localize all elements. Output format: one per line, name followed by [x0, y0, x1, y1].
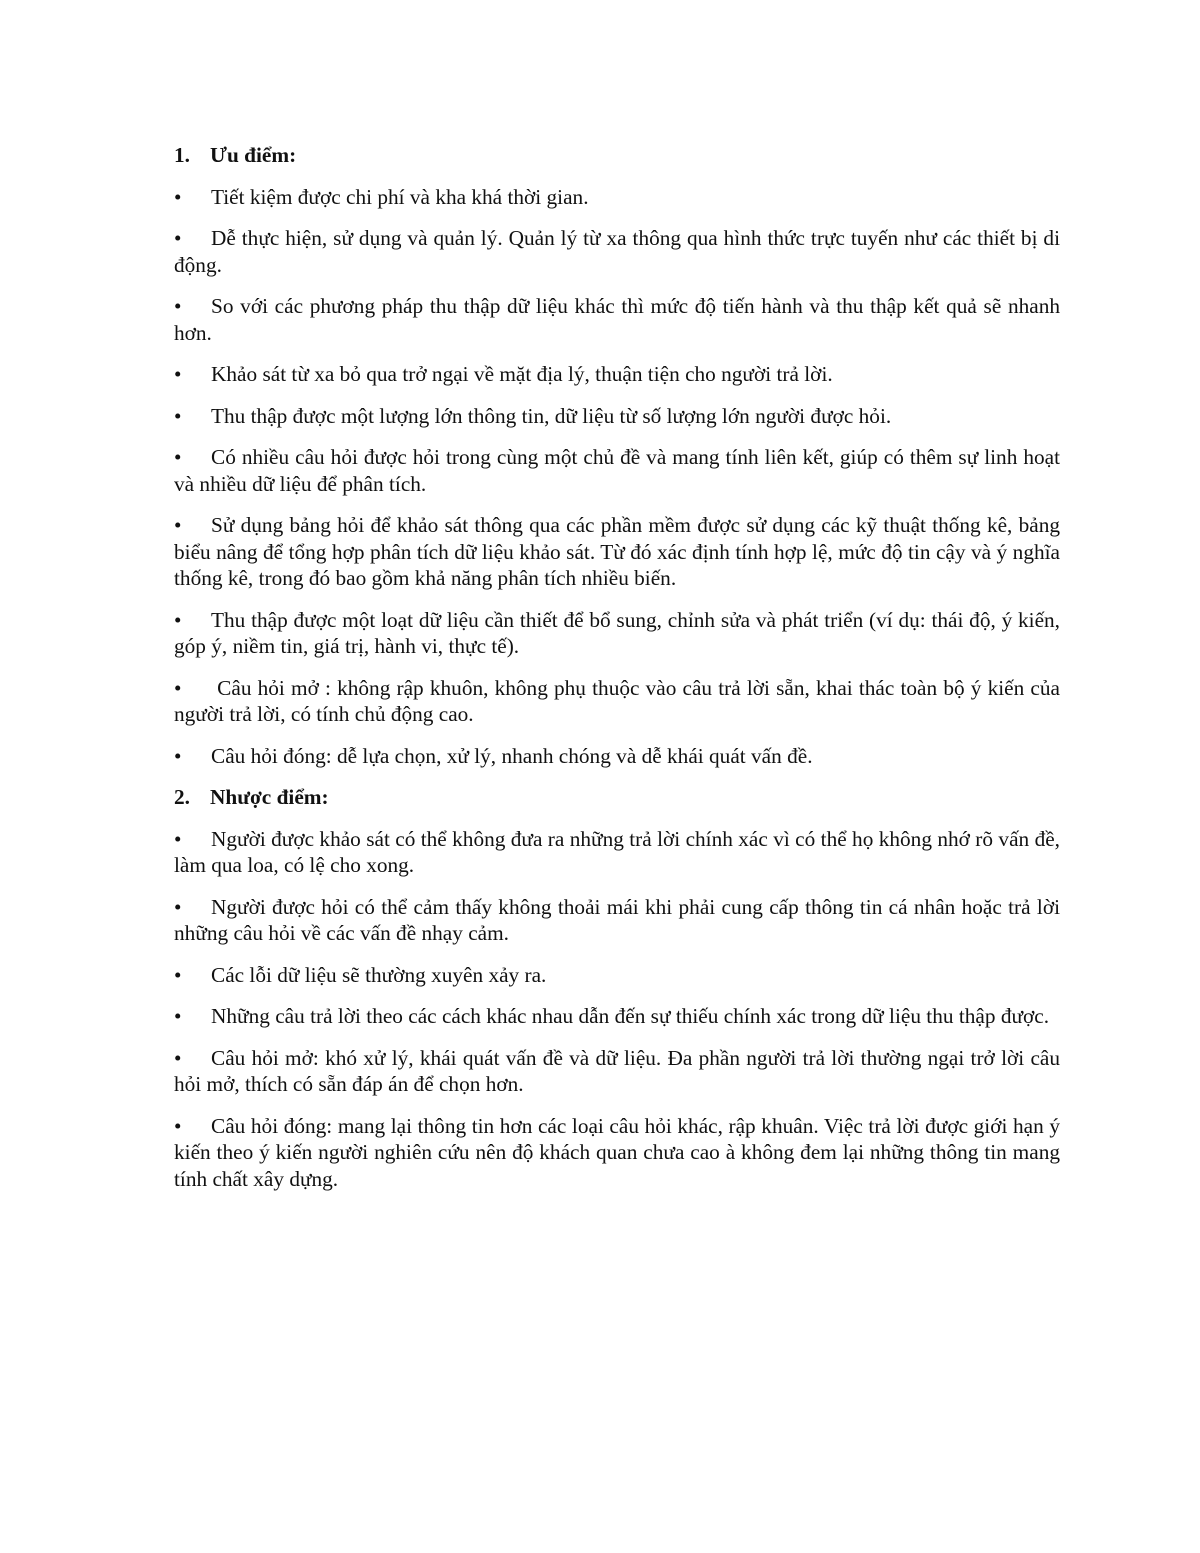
- list-item-text: Dễ thực hiện, sử dụng và quản lý. Quản lý từ xa thông qua hình thức trực tuyến như các thiết bị di động.: [174, 226, 1060, 277]
- list-item-text: Tiết kiệm được chi phí và kha khá thời gian.: [211, 184, 589, 209]
- list-item: [174, 743, 1060, 770]
- section-heading-advantages: [174, 142, 1060, 169]
- bullet-icon: •: [174, 1004, 182, 1028]
- list-item-text: Khảo sát từ xa bỏ qua trở ngại về mặt địa lý, thuận tiện cho người trả lời.: [211, 362, 833, 386]
- section-heading-disadvantages: [174, 784, 1060, 811]
- bullet-icon: •: [174, 184, 182, 209]
- bullet-icon: •: [174, 294, 182, 318]
- list-item: [174, 403, 1060, 430]
- list-item: [174, 184, 1060, 211]
- list-item: [174, 962, 1060, 989]
- list-item-text: Sử dụng bảng hỏi để khảo sát thông qua các phần mềm được sử dụng các kỹ thuật thống kê, bảng biểu nâng để tổng hợp phân tích dữ liệu khảo sát. Từ đó xác định tính hợp lệ, mức độ tin cậy và ý nghĩa thống kê, trong đó bao gồm khả năng phân tích nhiều biến.: [174, 513, 1060, 590]
- bullet-icon: •: [174, 1045, 182, 1070]
- list-item-text: Người được hỏi có thể cảm thấy không thoải mái khi phải cung cấp thông tin cá nhân hoặc trả lời những câu hỏi về các vấn đề nhạy cảm.: [174, 894, 1060, 945]
- bullet-icon: •: [174, 894, 182, 919]
- section-number: 1.: [174, 143, 190, 167]
- list-item: [174, 1045, 1060, 1098]
- list-item-text: Những câu trả lời theo các cách khác nhau dẫn đến sự thiếu chính xác trong dữ liệu thu thập được.: [211, 1004, 1050, 1028]
- list-item-text: Câu hỏi đóng: mang lại thông tin hơn các loại câu hỏi khác, rập khuân. Việc trả lời được giới hạn ý kiến theo ý kiến người nghiên cứu nên độ khách quan chưa cao à không đem lại những thông tin mang tính chất xây dựng.: [174, 1113, 1060, 1191]
- list-item-text: Thu thập được một loạt dữ liệu cần thiết để bổ sung, chỉnh sửa và phát triển (ví dụ: thái độ, ý kiến, góp ý, niềm tin, giá trị, hành vi, thực tế).: [174, 607, 1060, 658]
- section-number: 2.: [174, 785, 190, 809]
- document-page: [174, 142, 1066, 1207]
- list-item: [174, 1003, 1060, 1030]
- list-item: [174, 607, 1060, 660]
- list-item-text: Có nhiều câu hỏi được hỏi trong cùng một chủ đề và mang tính liên kết, giúp có thêm sự linh hoạt và nhiều dữ liệu để phân tích.: [174, 445, 1060, 496]
- bullet-icon: •: [174, 1113, 182, 1138]
- bullet-icon: •: [174, 675, 182, 700]
- bullet-icon: •: [174, 743, 182, 768]
- list-item-text: So với các phương pháp thu thập dữ liệu khác thì mức độ tiến hành và thu thập kết quả sẽ nhanh hơn.: [174, 294, 1060, 345]
- section-title: Ưu điểm:: [210, 143, 297, 167]
- list-item: [174, 826, 1060, 879]
- list-item-text: Câu hỏi đóng: dễ lựa chọn, xử lý, nhanh chóng và dễ khái quát vấn đề.: [211, 743, 813, 768]
- list-item-text: Các lỗi dữ liệu sẽ thường xuyên xảy ra.: [211, 962, 547, 987]
- bullet-icon: •: [174, 962, 182, 987]
- bullet-icon: •: [174, 607, 182, 632]
- bullet-icon: •: [174, 513, 182, 537]
- list-item-text: Thu thập được một lượng lớn thông tin, dữ liệu từ số lượng lớn người được hỏi.: [211, 403, 892, 428]
- list-item: [174, 512, 1060, 592]
- list-item-text: Người được khảo sát có thể không đưa ra những trả lời chính xác vì có thể họ không nhớ rõ vấn đề, làm qua loa, có lệ cho xong.: [174, 826, 1060, 877]
- bullet-icon: •: [174, 403, 182, 428]
- list-item-text: Câu hỏi mở: khó xử lý, khái quát vấn đề và dữ liệu. Đa phần người trả lời thường ngại trở lời câu hỏi mở, thích có sẵn đáp án để chọn hơn.: [174, 1045, 1060, 1096]
- list-item: [174, 444, 1060, 497]
- section-title: Nhược điểm:: [210, 785, 329, 809]
- bullet-icon: •: [174, 226, 182, 250]
- list-item-text: Câu hỏi mở : không rập khuôn, không phụ thuộc vào câu trả lời sẵn, khai thác toàn bộ ý kiến của người trả lời, có tính chủ động cao.: [174, 675, 1066, 726]
- list-item: [174, 675, 1066, 728]
- list-item: [174, 225, 1060, 278]
- list-item: [174, 894, 1060, 947]
- bullet-icon: •: [174, 445, 182, 469]
- bullet-icon: •: [174, 826, 182, 851]
- list-item: [174, 1113, 1060, 1193]
- list-item: [174, 361, 1060, 388]
- list-item: [174, 293, 1060, 346]
- bullet-icon: •: [174, 362, 182, 386]
